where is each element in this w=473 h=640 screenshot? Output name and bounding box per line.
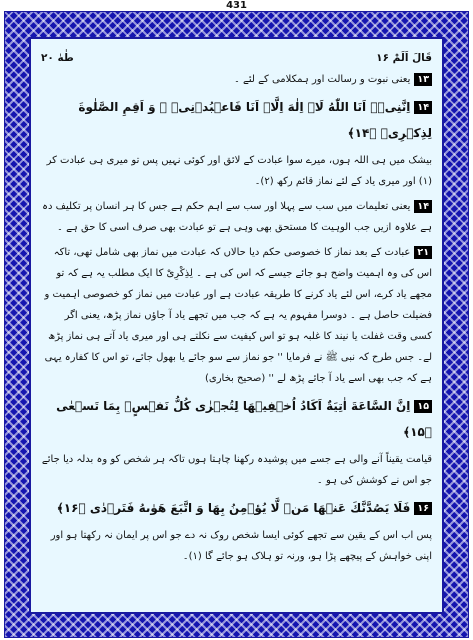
page-content	[41, 47, 432, 606]
commentary-block	[41, 525, 432, 567]
verse-number-badge: ۱۵	[414, 400, 432, 413]
commentary-block	[41, 242, 432, 389]
verse-number-badge: ۱۴	[414, 101, 432, 114]
block-text: عبادت کے بعد نماز کا خصوصی حکم دیا حالاں کہ عبادت میں نماز بھی شامل تھی، تاکہ اس کی وہ اہمیت واضح ہو جائے جیسے کہ اس کی ہے ۔ لِذِكْرِیْ کا ایک مطلب یہ ہے کہ تو مجھے یاد کرے، اس لئے یاد کرنے کا طریقہ عبادت ہے اور عبادت میں نماز کو خصوصی اہمیت و فضیلت حاصل ہے ۔ دوسرا مفہوم یہ ہے کہ جب میں تجھے یاد آ جاؤں نماز پڑھ، یعنی اگر کسی وقت غفلت یا نیند کا غلبہ ہو تو اس کیفیت سے نکلتے ہی اور میری یاد آتے ہی نماز پڑھ لے۔ جس طرح کہ نبی ﷺ نے فرمایا '' جو نماز سے سو جائے یا بھول جائے، تو اس کا کفارہ یہی ہے کہ جب بھی اسے یاد آ جائے پڑھ لے '' (صحیح بخاری)	[44, 247, 432, 384]
commentary-block	[41, 69, 432, 90]
header-right: قَالَ اَلَمْ ۱۶	[376, 52, 432, 64]
text-panel	[29, 37, 444, 614]
verse-number-badge: ۱۶	[414, 502, 432, 515]
block-text: یعنی نبوت و رسالت اور ہمکلامی کے لئے ۔	[234, 74, 411, 85]
ornamental-border	[4, 11, 469, 638]
header-left: طٰهٰ ۲۰	[41, 52, 74, 64]
block-text: پس اب اس کے یقین سے تجھے کوئی ایسا شخص روک نہ دے جو اس پر ایمان نہ رکھتا ہو اور اپنی خواہش کے پیچھے پڑا ہو، ورنہ تو ہلاک ہو جائے گا (۱)۔	[50, 530, 432, 562]
text-blocks	[41, 69, 432, 567]
commentary-block	[41, 196, 432, 238]
commentary-block	[41, 150, 432, 192]
ayah-text: اِنَّ السَّاعَةَ اٰتِیَةٌ اَكَادُ اُخۡفِیۡهَا لِتُجۡزٰی كُلُّ نَفۡسٍۭ بِمَا تَسۡعٰی ﴿۱۵﴾	[56, 399, 432, 439]
commentary-block	[41, 449, 432, 491]
block-text: بیشک میں ہی اللہ ہوں، میرے سوا عبادت کے لائق اور کوئی نہیں پس تو میری ہی عبادت کر (۱) اور میری یاد کے لئے نماز قائم رکھ (۲)۔	[46, 155, 432, 187]
ayah-text: اِنَّنِیۡۤ اَنَا اللّٰهُ لَاۤ اِلٰهَ اِلَّاۤ اَنَا فَاعۡبُدۡنِیۡ ۙ وَ اَقِمِ الصَّلٰوةَ لِذِكۡرِیۡ ﴿۱۴﴾	[78, 100, 432, 140]
block-text: یعنی تعلیمات میں سب سے پہلا اور سب سے اہم حکم ہے جس کا ہر انسان پر تکلیف دہ ہے علاوہ ازیں جب الوہیت کا مستحق بھی وہی ہے تو عبادت بھی صرف اسی کا حق ہے ۔	[42, 201, 432, 233]
ayah-block	[41, 94, 432, 146]
verse-number-badge: ۱۴	[414, 200, 432, 213]
verse-number-badge: ۱۳	[414, 73, 432, 86]
block-text: قیامت یقیناً آنے والی ہے جسے میں پوشیدہ رکھنا چاہتا ہوں تاکہ ہر شخص کو وہ بدلہ دیا جائے جو اس نے کوشش کی ہو ۔	[41, 454, 432, 486]
ayah-block	[41, 495, 432, 521]
page-number: 431	[226, 0, 247, 11]
running-header	[41, 47, 432, 69]
ayah-block	[41, 393, 432, 445]
verse-number-badge: ۲۱	[414, 246, 432, 259]
ayah-text: فَلَا یَصُدَّنَّكَ عَنۡهَا مَنۡ لَّا یُؤۡمِنُ بِهَا وَ اتَّبَعَ هَوٰىهُ فَتَرۡدٰی ﴿۱۶﴾	[56, 501, 411, 515]
